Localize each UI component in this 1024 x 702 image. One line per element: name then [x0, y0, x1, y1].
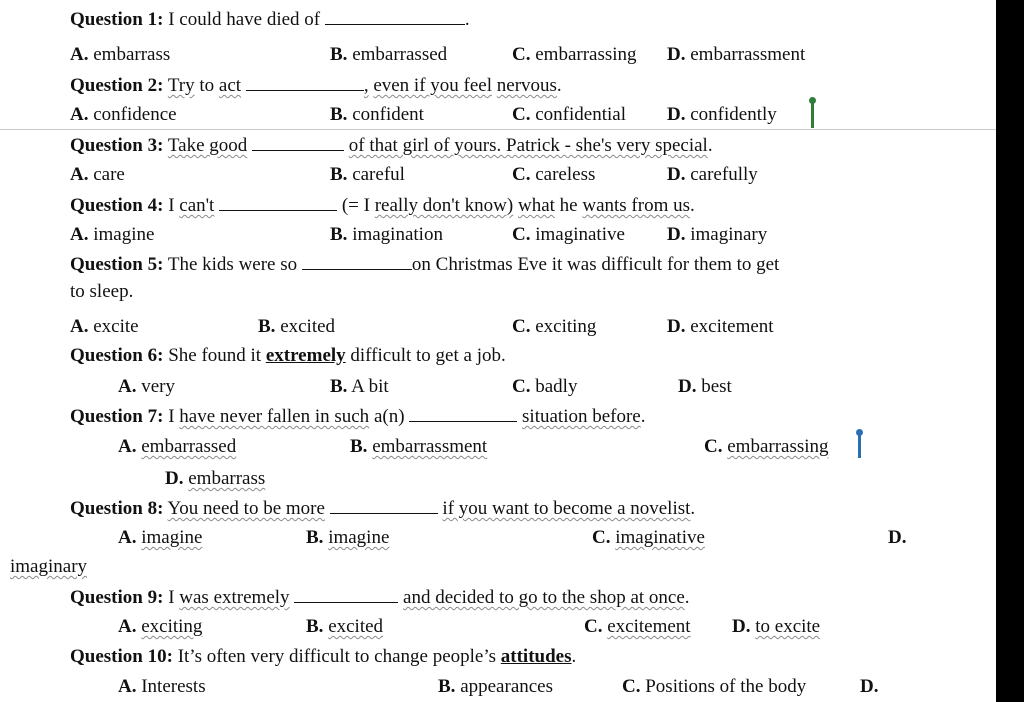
question-text: Take good	[167, 135, 248, 156]
option-a[interactable]	[70, 104, 177, 126]
option-letter: B.	[330, 104, 348, 125]
answer-blank[interactable]	[219, 194, 337, 211]
option-c[interactable]	[512, 316, 596, 338]
option-text: exciting	[141, 616, 203, 637]
option-text: excitement	[607, 616, 691, 637]
question-text: (= I	[341, 195, 370, 216]
question-text: have never fallen in such	[179, 406, 370, 427]
highlighted-word: attitudes	[500, 646, 572, 667]
option-letter: B.	[330, 44, 348, 65]
option-text: care	[93, 164, 125, 185]
option-d[interactable]	[667, 164, 758, 186]
question-text: and decided to go to the shop at once	[403, 587, 685, 608]
option-letter: B.	[330, 376, 348, 397]
question-8-stem	[70, 497, 695, 520]
option-c[interactable]	[512, 104, 626, 126]
question-5-stem	[70, 253, 779, 276]
option-text: embarrassing	[727, 436, 829, 457]
option-letter: A.	[70, 224, 89, 245]
option-text: imagine	[93, 224, 155, 245]
option-text: A bit	[351, 376, 389, 397]
option-a[interactable]	[118, 436, 236, 458]
edit-marker-icon	[811, 100, 814, 128]
option-letter: C.	[592, 527, 611, 548]
question-label: Question 4:	[70, 195, 164, 216]
option-letter: B.	[330, 224, 348, 245]
option-text: imagination	[352, 224, 443, 245]
option-c[interactable]	[704, 436, 829, 458]
option-text: Interests	[141, 676, 206, 697]
question-1-stem	[70, 8, 470, 31]
question-label: Question 6:	[70, 345, 164, 366]
option-c[interactable]	[512, 44, 637, 66]
question-text: what	[517, 195, 555, 216]
question-text: I	[168, 406, 175, 427]
option-d-text[interactable]	[10, 556, 87, 578]
option-letter: D.	[667, 104, 686, 125]
option-letter: A.	[70, 44, 89, 65]
option-letter: B.	[350, 436, 368, 457]
question-label: Question 2:	[70, 75, 164, 96]
option-text: embarrassed	[141, 436, 237, 457]
option-d[interactable]	[667, 316, 774, 338]
option-letter: D.	[667, 316, 686, 337]
question-text-end: .	[684, 587, 690, 608]
option-letter: B.	[306, 527, 324, 548]
option-letter: D.	[667, 224, 686, 245]
question-label: Question 5:	[70, 254, 164, 275]
option-letter: C.	[512, 316, 531, 337]
option-b[interactable]	[330, 104, 424, 126]
option-a[interactable]	[118, 616, 202, 638]
edit-marker-icon	[858, 432, 861, 458]
question-text: situation before	[522, 406, 641, 427]
option-c[interactable]	[622, 676, 806, 698]
question-label: Question 8:	[70, 498, 164, 519]
option-text: embarrassed	[352, 44, 448, 65]
option-b[interactable]	[330, 376, 389, 398]
option-letter: B.	[330, 164, 348, 185]
option-text: confidence	[93, 104, 177, 125]
option-letter: A.	[118, 527, 137, 548]
question-text: a(n)	[373, 406, 405, 427]
option-letter: A.	[70, 164, 89, 185]
option-d[interactable]	[165, 468, 265, 490]
option-letter: A.	[118, 616, 137, 637]
option-letter: C.	[622, 676, 641, 697]
question-text-end: .	[640, 406, 646, 427]
answer-blank[interactable]	[302, 253, 412, 270]
option-text: appearances	[460, 676, 554, 697]
option-d-letter[interactable]	[888, 527, 906, 549]
question-text: difficult to get a job.	[350, 345, 506, 366]
option-letter: D.	[678, 376, 697, 397]
option-text: to excite	[755, 616, 821, 637]
question-text: really don't know)	[374, 195, 514, 216]
option-letter: C.	[704, 436, 723, 457]
option-b[interactable]	[330, 224, 443, 246]
option-letter: A.	[118, 376, 137, 397]
option-text: confident	[352, 104, 424, 125]
question-4-stem	[70, 194, 695, 217]
option-b[interactable]	[330, 164, 405, 186]
question-6-stem	[70, 345, 506, 367]
option-letter: C.	[512, 44, 531, 65]
option-text: imagine	[328, 527, 390, 548]
question-text: act	[218, 75, 242, 96]
answer-blank[interactable]	[294, 586, 398, 603]
option-d[interactable]	[667, 44, 805, 66]
option-text: embarrass	[93, 44, 171, 65]
option-letter: D.	[732, 616, 751, 637]
option-text: embarrass	[188, 468, 266, 489]
option-text: best	[701, 376, 732, 397]
option-letter: A.	[70, 316, 89, 337]
option-text: careless	[535, 164, 596, 185]
option-b[interactable]	[258, 316, 335, 338]
option-text: imagine	[141, 527, 203, 548]
option-text: embarrassing	[535, 44, 637, 65]
option-letter: B.	[258, 316, 276, 337]
option-b[interactable]	[330, 44, 447, 66]
option-text: embarrassment	[690, 44, 806, 65]
question-text: if you want to become a novelist	[442, 498, 691, 519]
question-text: of that girl of yours. Patrick - she's very special	[348, 135, 708, 156]
question-label: Question 9:	[70, 587, 164, 608]
option-text: imaginary	[690, 224, 768, 245]
option-b[interactable]	[306, 527, 389, 549]
option-letter: D.	[667, 44, 686, 65]
question-text: he	[559, 195, 578, 216]
option-letter: C.	[512, 376, 531, 397]
question-text-end: .	[464, 9, 470, 30]
option-letter: D.	[165, 468, 184, 489]
option-d[interactable]	[732, 616, 820, 638]
option-letter: D.	[888, 527, 907, 548]
question-text: The kids were so	[167, 254, 298, 275]
question-label: Question 10:	[70, 646, 173, 667]
question-7-stem	[70, 405, 646, 428]
question-text-end: .	[556, 75, 562, 96]
question-text: nervous	[496, 75, 557, 96]
option-text: excited	[280, 316, 336, 337]
question-text: I	[168, 587, 175, 608]
question-text: ,	[363, 75, 369, 96]
question-text: I could have died of	[168, 9, 321, 30]
question-text-end: .	[707, 135, 713, 156]
option-a[interactable]	[118, 676, 206, 698]
answer-blank[interactable]	[409, 405, 517, 422]
option-c[interactable]	[512, 164, 595, 186]
option-letter: A.	[118, 436, 137, 457]
option-c[interactable]	[592, 527, 705, 549]
option-letter: A.	[70, 104, 89, 125]
answer-blank[interactable]	[330, 497, 438, 514]
option-b[interactable]	[438, 676, 553, 698]
option-letter: A.	[118, 676, 137, 697]
right-black-band	[996, 0, 1024, 702]
option-text: confidently	[690, 104, 777, 125]
option-a[interactable]	[70, 164, 125, 186]
option-text: imaginary	[10, 556, 88, 577]
option-letter: C.	[584, 616, 603, 637]
question-9-stem	[70, 586, 690, 609]
option-text: careful	[352, 164, 405, 185]
question-text: even if you feel	[373, 75, 493, 96]
option-c[interactable]	[512, 224, 625, 246]
option-letter: B.	[306, 616, 324, 637]
option-d[interactable]	[678, 376, 732, 398]
option-letter: B.	[438, 676, 456, 697]
option-text: excited	[328, 616, 384, 637]
question-text-end: .	[690, 195, 695, 216]
question-text: You need to be more	[167, 498, 325, 519]
option-text: imaginative	[535, 224, 625, 245]
option-text: imaginative	[615, 527, 705, 548]
option-letter: C.	[512, 164, 531, 185]
option-text: very	[141, 376, 175, 397]
option-a[interactable]	[70, 44, 170, 66]
answer-blank[interactable]	[246, 74, 364, 91]
option-text: badly	[535, 376, 578, 397]
option-text: Positions of the body	[645, 676, 807, 697]
question-text: She found it	[168, 345, 262, 366]
option-d[interactable]	[667, 224, 767, 246]
option-letter: D.	[667, 164, 686, 185]
option-text: embarrassment	[372, 436, 488, 457]
option-a[interactable]	[118, 527, 202, 549]
question-text: Try	[167, 75, 195, 96]
question-text: It’s often very difficult to change people’s	[177, 646, 497, 667]
option-d[interactable]	[667, 104, 777, 126]
option-letter: C.	[512, 104, 531, 125]
question-3-stem	[70, 134, 713, 157]
option-a[interactable]	[70, 224, 154, 246]
answer-blank[interactable]	[325, 8, 465, 25]
question-text: to	[199, 75, 215, 96]
highlighted-word: extremely	[265, 345, 346, 366]
option-b[interactable]	[350, 436, 487, 458]
option-text: excitement	[690, 316, 774, 337]
option-text: carefully	[690, 164, 758, 185]
option-text: excite	[93, 316, 139, 337]
question-text: was extremely	[179, 587, 290, 608]
option-letter: D.	[860, 676, 879, 697]
question-text-end: .	[690, 498, 696, 519]
answer-blank[interactable]	[252, 134, 344, 151]
question-text-end: .	[571, 646, 577, 667]
question-2-stem	[70, 74, 562, 97]
option-b[interactable]	[306, 616, 383, 638]
option-a[interactable]	[118, 376, 175, 398]
option-d[interactable]	[860, 676, 878, 698]
question-text: wants from us	[582, 195, 691, 216]
option-text: confidential	[535, 104, 626, 125]
option-text: exciting	[535, 316, 597, 337]
question-label: Question 1:	[70, 9, 164, 30]
question-10-stem	[70, 646, 576, 668]
option-c[interactable]	[584, 616, 691, 638]
option-c[interactable]	[512, 376, 577, 398]
divider-line	[0, 129, 996, 130]
question-label: Question 7:	[70, 406, 164, 427]
option-a[interactable]	[70, 316, 139, 338]
option-letter: C.	[512, 224, 531, 245]
question-text: on Christmas Eve it was difficult for them to get	[411, 254, 780, 275]
question-5-stem-continued: to sleep.	[70, 281, 134, 302]
question-text: can't	[179, 195, 215, 216]
question-text: I	[168, 195, 175, 216]
question-label: Question 3:	[70, 135, 164, 156]
